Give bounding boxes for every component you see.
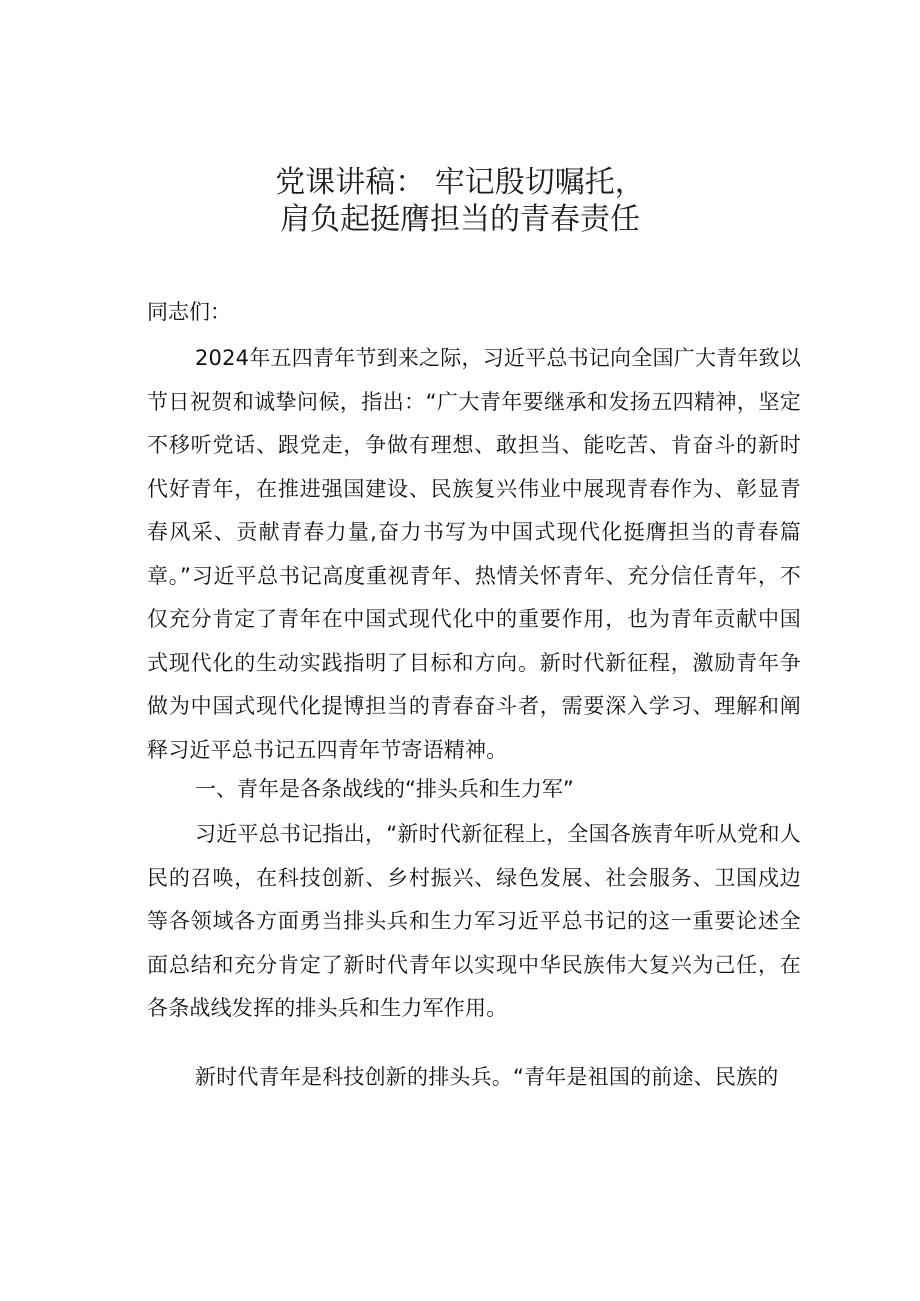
salutation: 同志们： bbox=[147, 300, 231, 324]
paragraph-intro: 2024年五四青年节到来之际，习近平总书记向全国广大青年致以节日祝贺和诚挚问候，指出：“广大青年要继承和发扬五四精神，坚定不移听党话、跟党走，争做有理想、敢担当、能吃苦、肯奋斗的新时代好青年，在推进强国建设、民族复兴伟业中展现青春作为、彰显青春风采、贡献青春力量,奋力书写为中国式现代化挺膺担当的青春篇章。”习近平总书记高度重视青年、热情关怀青年、充分信任青年，不仅充分肯定了青年在中国式现代化中的重要作用，也为青年贡献中国式现代化的生动实践指明了目标和方向。新时代新征程，激励青年争做为中国式现代化提博担当的青春奋斗者，需要深入学习、理解和阐释习近平总书记五四青年节寄语精神。 bbox=[147, 346, 801, 762]
paragraph-section-1-continued: 新时代青年是科技创新的排头兵。“青年是祖国的前途、民族的 bbox=[195, 1065, 779, 1089]
paragraph-section-1: 习近平总书记指出，“新时代新征程上，全国各族青年听从党和人民的召唤，在科技创新、乡村振兴、绿色发展、社会服务、卫国戍边等各领域各方面勇当排头兵和生力军习近平总书记的这一重要论述全面总结和充分肯定了新时代青年以实现中华民族伟大复兴为己任，在各条战线发挥的排头兵和生力军作用。 bbox=[147, 822, 801, 1020]
document-title-line-1: 党课讲稿： 牢记殷切嘱托， bbox=[275, 165, 645, 200]
section-heading-1: 一、青年是各条战线的“排头兵和生力军” bbox=[195, 777, 574, 801]
document-title-line-2: 肩负起挺膺担当的青春责任 bbox=[280, 202, 640, 237]
